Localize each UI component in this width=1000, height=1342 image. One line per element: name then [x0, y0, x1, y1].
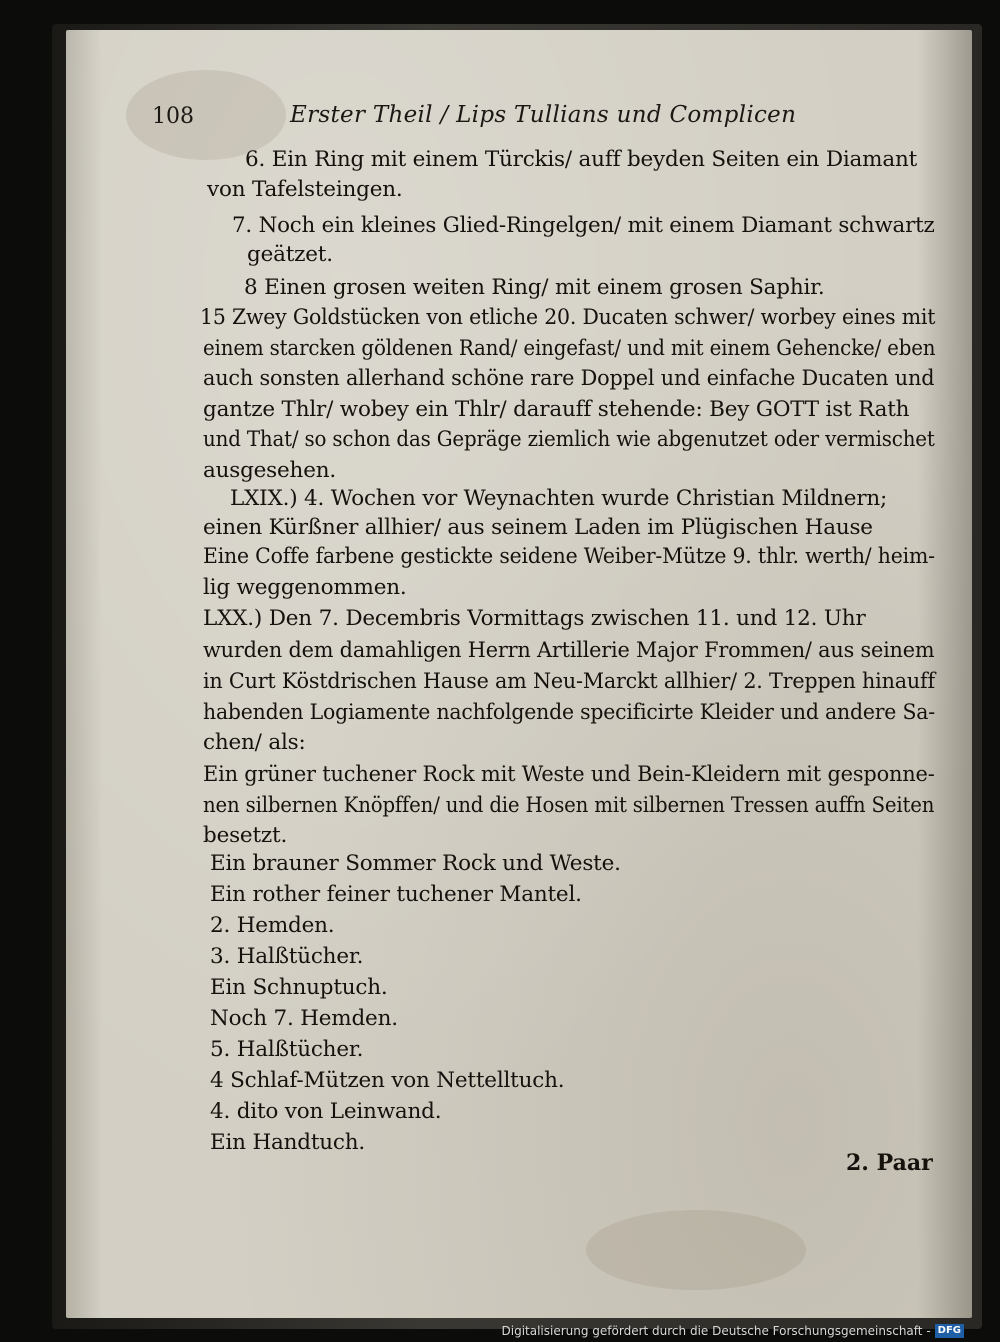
text-line: LXX.) Den 7. Decembris Vormittags zwischen 11. und 12. Uhr	[203, 606, 866, 631]
text-line: besetzt.	[203, 823, 288, 848]
text-line: Eine Coffe farbene gestickte seidene Weiber-Mütze 9. thlr. werth/ heim-	[203, 544, 935, 569]
text-line: 4. dito von Leinwand.	[210, 1099, 442, 1124]
text-line: chen/ als:	[203, 730, 306, 755]
text-line: Ein grüner tuchener Rock mit Weste und Bein-Kleidern mit gesponne-	[203, 762, 935, 787]
text-line: wurden dem damahligen Herrn Artillerie Major Frommen/ aus seinem	[203, 638, 935, 663]
dfg-logo: DFG	[935, 1324, 964, 1338]
text-line: Ein Schnuptuch.	[210, 975, 388, 1000]
text-line: 2. Hemden.	[210, 913, 335, 938]
text-line: Noch 7. Hemden.	[210, 1006, 398, 1031]
text-line: 8 Einen grosen weiten Ring/ mit einem grosen Saphir.	[244, 275, 825, 300]
page-number: 108	[152, 104, 194, 129]
running-title: Erster Theil / Lips Tullians und Complicen	[290, 102, 797, 128]
text-line: von Tafelsteingen.	[207, 177, 403, 202]
text-line: 3. Halßtücher.	[210, 944, 364, 969]
digitization-credit	[502, 1324, 965, 1338]
text-line: LXIX.) 4. Wochen vor Weynachten wurde Christian Mildnern;	[230, 486, 888, 511]
credit-text: Digitalisierung gefördert durch die Deutsche Forschungsgemeinschaft -	[501, 1324, 931, 1338]
text-line: ausgesehen.	[203, 458, 336, 483]
text-line: auch sonsten allerhand schöne rare Doppel und einfache Ducaten und	[203, 366, 935, 391]
text-line: einen Kürßner allhier/ aus seinem Laden im Plügischen Hause	[203, 515, 873, 540]
text-line: Ein brauner Sommer Rock und Weste.	[210, 851, 621, 876]
text-line: 7. Noch ein kleines Glied-Ringelgen/ mit einem Diamant schwartz	[232, 213, 935, 238]
text-line: Ein Handtuch.	[210, 1130, 366, 1155]
text-line: 4 Schlaf-Mützen von Nettelltuch.	[210, 1068, 565, 1093]
text-line: geätzet.	[247, 242, 333, 267]
text-line: nen silbernen Knöpffen/ und die Hosen mit silbernen Tressen auffn Seiten	[203, 793, 935, 818]
text-line: in Curt Köstdrischen Hause am Neu-Marckt allhier/ 2. Treppen hinauff	[203, 669, 935, 694]
text-line: einem starcken göldenen Rand/ eingefast/ und mit einem Gehencke/ eben	[203, 336, 936, 361]
text-line: 6. Ein Ring mit einem Türckis/ auff beyden Seiten ein Diamant	[245, 147, 918, 172]
catchword: 2. Paar	[846, 1150, 933, 1176]
text-line: 15 Zwey Goldstücken von etliche 20. Ducaten schwer/ worbey eines mit	[200, 305, 936, 330]
text-line: habenden Logiamente nachfolgende specificirte Kleider und andere Sa-	[203, 700, 935, 725]
text-line: gantze Thlr/ wobey ein Thlr/ darauff stehende: Bey GOTT ist Rath	[203, 397, 910, 422]
text-line: lig weggenommen.	[203, 575, 407, 600]
text-line: 5. Halßtücher.	[210, 1037, 364, 1062]
text-line: Ein rother feiner tuchener Mantel.	[210, 882, 582, 907]
text-line: und That/ so schon das Gepräge ziemlich wie abgenutzet oder vermischet	[203, 427, 935, 452]
